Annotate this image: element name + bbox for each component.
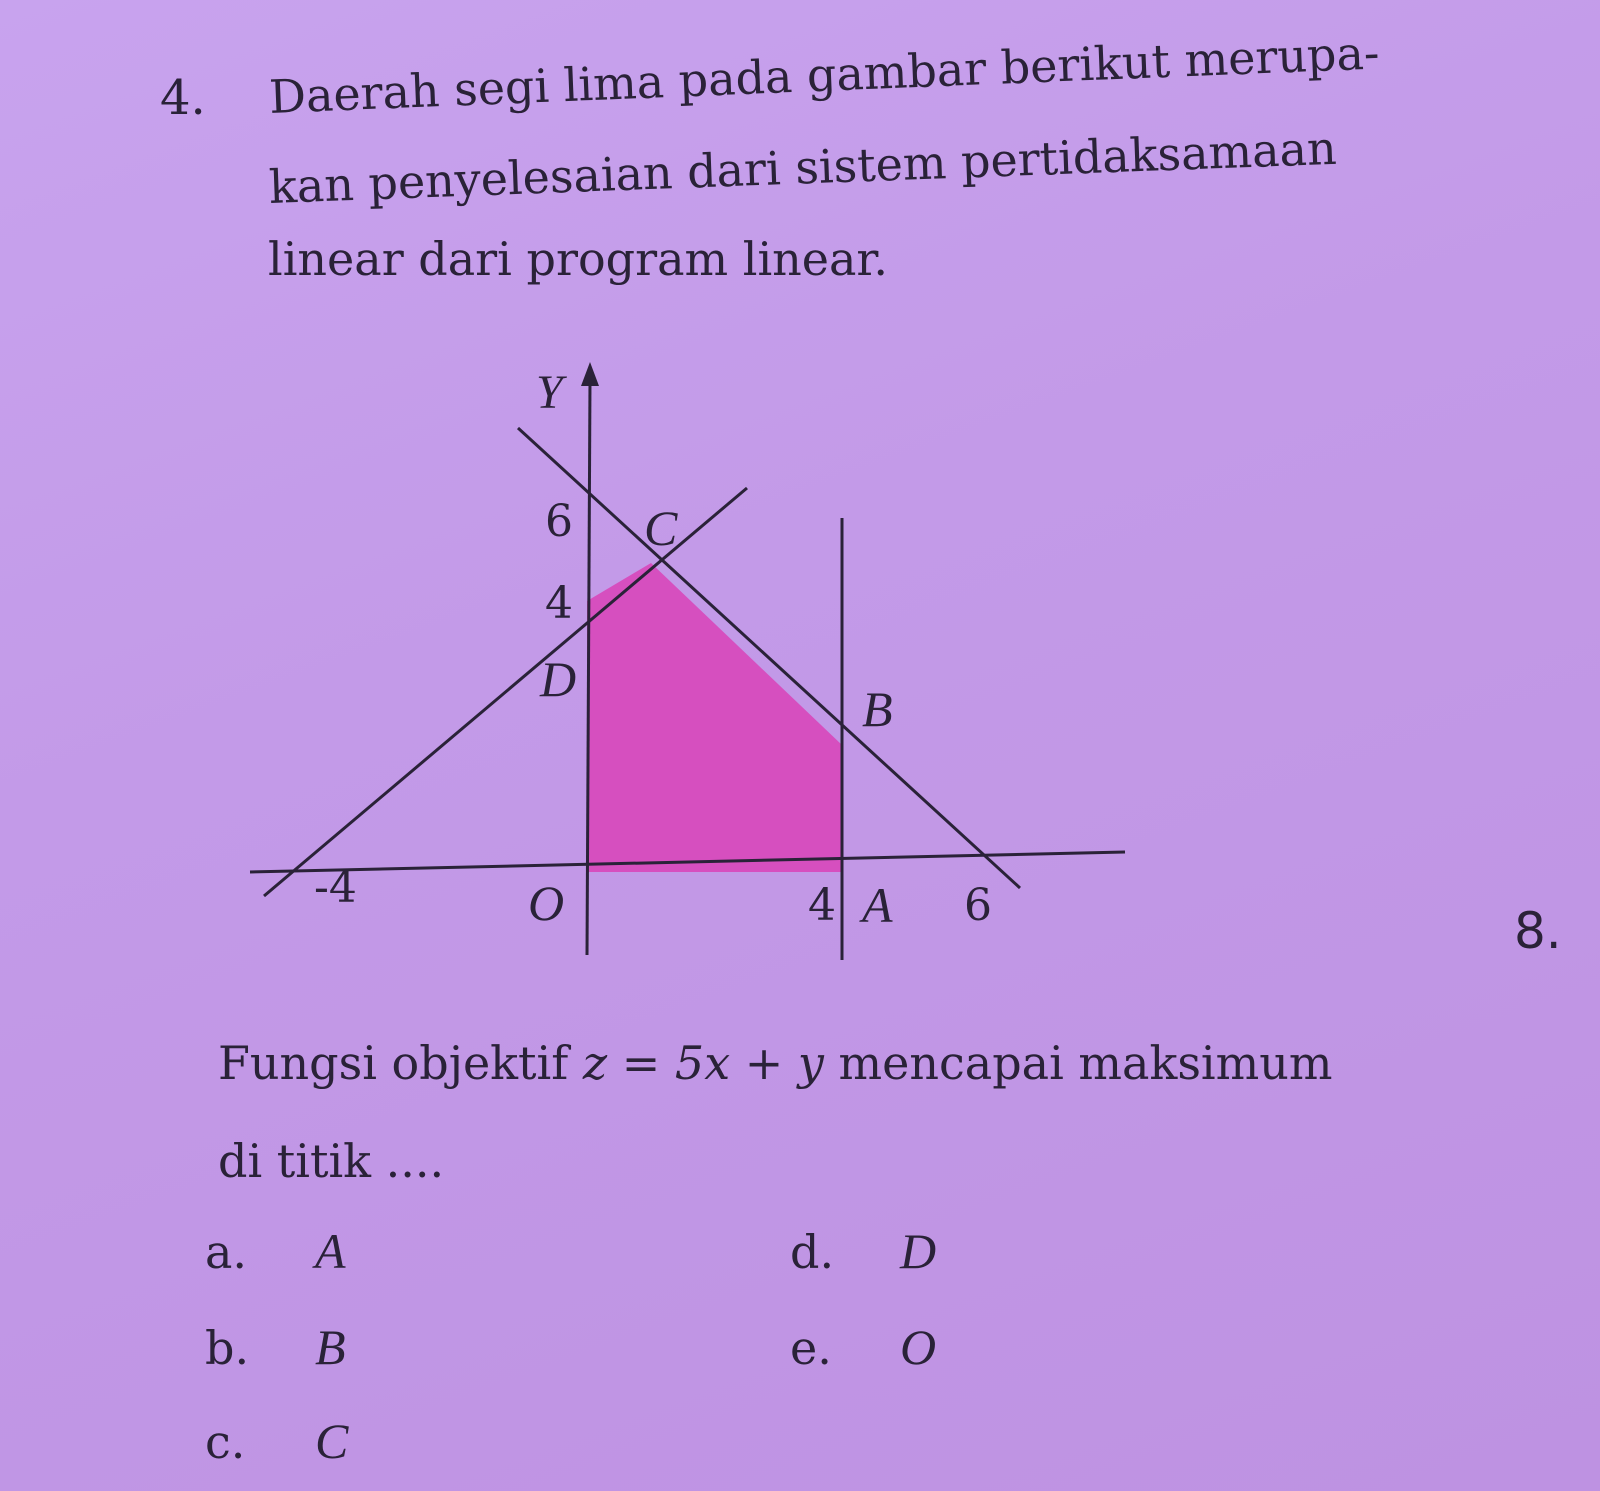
option-d[interactable] (790, 1222, 936, 1280)
option-letter: d. (790, 1225, 835, 1279)
objective-prefix: Fungsi objektif (218, 1036, 583, 1090)
question-stem-line-2: kan penyelesaian dari sistem pertidaksamaan (268, 120, 1338, 214)
option-b[interactable] (205, 1318, 346, 1376)
option-letter: e. (790, 1321, 832, 1375)
option-c[interactable] (205, 1412, 348, 1470)
point-label-d: D (540, 651, 577, 707)
point-label-o: O (528, 875, 565, 931)
tick-label-y4: 4 (545, 578, 573, 629)
y-axis-arrow (581, 362, 599, 386)
tick-label-x4: 4 (808, 880, 836, 931)
option-value: A (315, 1223, 346, 1279)
option-value: B (315, 1319, 346, 1375)
objective-line-2: di titik .... (218, 1134, 445, 1188)
objective-suffix: mencapai maksimum (823, 1036, 1333, 1090)
question-stem-line-1: Daerah segi lima pada gambar berikut merupa- (268, 25, 1381, 124)
tick-label-y6: 6 (545, 496, 573, 547)
option-e[interactable] (790, 1318, 936, 1376)
question-stem-line-3: linear dari program linear. (268, 232, 888, 286)
option-letter: c. (205, 1415, 246, 1469)
objective-formula: z = 5x + y (582, 1036, 824, 1090)
question-number: 4. (160, 70, 206, 126)
tick-label-xneg4: -4 (314, 862, 357, 913)
point-label-a: A (862, 877, 893, 933)
option-value: D (900, 1223, 937, 1279)
option-value: C (315, 1413, 349, 1469)
option-letter: a. (205, 1225, 248, 1279)
objective-line-1 (218, 1036, 1333, 1090)
option-letter: b. (205, 1321, 250, 1375)
option-a[interactable] (205, 1222, 346, 1280)
point-label-c: C (644, 500, 678, 556)
point-label-b: B (862, 681, 893, 737)
next-question-number: 8. (1514, 902, 1562, 960)
y-axis-label: Y (536, 366, 563, 419)
option-value: O (900, 1319, 937, 1375)
tick-label-x6: 6 (964, 880, 992, 931)
